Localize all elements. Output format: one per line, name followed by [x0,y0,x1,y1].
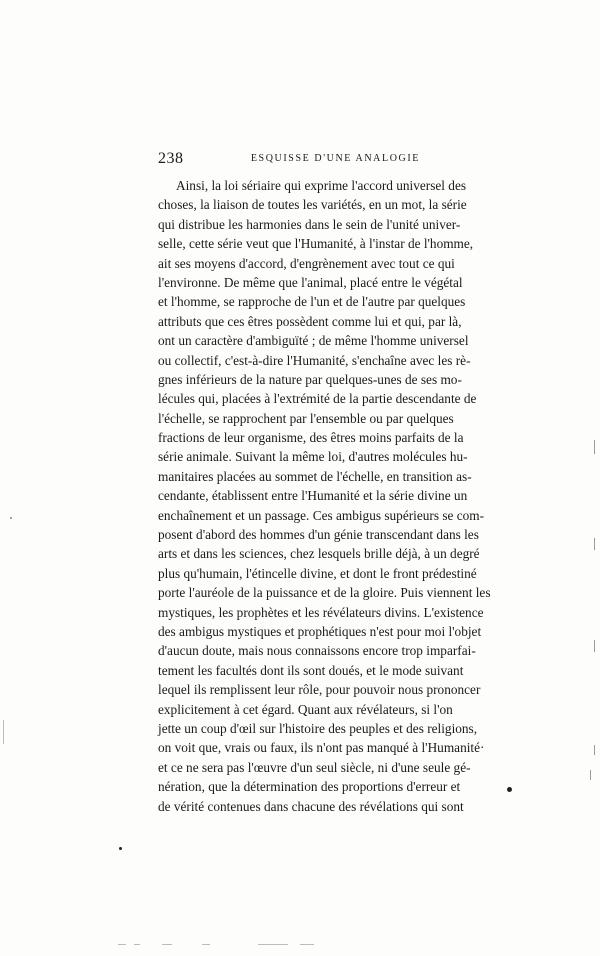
text-line: qui distribue les harmonies dans le sein de l'unité univer- [158,216,461,232]
text-line: série animale. Suivant la même loi, d'autres molécules hu- [158,449,468,465]
text-line: gnes inférieurs de la nature par quelques-unes de ses mo- [158,371,462,387]
text-line: attributs que ces êtres possèdent comme lui et qui, par là, [158,313,462,329]
page-number: 238 [158,150,184,167]
text-line: cendante, établissent entre l'Humanité et la série divine un [158,488,468,504]
text-line: porte l'auréole de la puissance et de la gloire. Puis viennent les [158,585,491,601]
margin-mark [594,538,595,550]
bottom-edge-mark [300,944,314,945]
bottom-edge-mark [202,944,210,945]
text-line: posent d'abord des hommes d'un génie transcendant dans les [158,527,479,543]
text-line: explicitement à cet égard. Quant aux révélateurs, si l'on [158,701,453,717]
text-line: jette un coup d'œil sur l'histoire des peuples et des religions, [158,720,478,736]
text-line: et ce ne sera pas l'œuvre d'un seul siècle, ni d'une seule gé- [158,759,471,775]
text-line: tement les facultés dont ils sont doués, et le mode suivant [158,662,464,678]
text-line: selle, cette série veut que l'Humanité, à l'instar de l'homme, [158,236,474,252]
bottom-edge-mark [134,944,140,945]
body-text [158,176,491,816]
text-line: des ambigus mystiques et prophétiques n'est pour moi l'objet [158,623,482,639]
text-line: nération, que la détermination des proportions d'erreur et [158,779,461,795]
running-head [158,150,420,170]
text-line: ait ses moyens d'accord, d'engrènement avec tout ce qui [158,255,455,271]
text-line: de vérité contenues dans chacune des révélations qui sont [158,798,464,814]
bottom-edge-mark [258,944,288,945]
bottom-edge-mark [118,944,126,945]
margin-mark [594,440,595,454]
ink-speck [119,847,122,850]
margin-mark [594,640,595,652]
margin-mark [3,720,4,744]
text-line: lequel ils remplissent leur rôle, pour pouvoir nous prononcer [158,682,481,698]
text-line: et l'homme, se rapproche de l'un et de l'autre par quelques [158,294,466,310]
bottom-edge-mark [162,944,172,945]
text-line: on voit que, vrais ou faux, ils n'ont pas manqué à l'Humanité· [158,740,485,756]
text-line: arts et dans les sciences, chez lesquels brille déjà, à un degré [158,546,480,562]
margin-mark [594,745,595,755]
text-line: l'échelle, se rapprochent par l'ensemble ou par quelques [158,410,454,426]
text-line: l'environne. De même que l'animal, placé entre le végétal [158,274,463,290]
text-line: d'aucun doute, mais nous connaissons encore trop imparfai- [158,643,476,659]
text-line: fractions de leur organisme, des êtres moins parfaits de la [158,430,464,446]
text-line: ou collectif, c'est-à-dire l'Humanité, s'enchaîne avec les rè- [158,352,471,368]
ink-speck [10,517,12,519]
text-line: enchaînement et un passage. Ces ambigus supérieurs se com- [158,507,485,523]
text-line: ont un caractère d'ambiguïté ; de même l'homme universel [158,333,469,349]
ink-speck [507,787,512,792]
text-line: Ainsi, la loi sériaire qui exprime l'accord universel des [176,178,467,193]
text-line: lécules qui, placées à l'extrémité de la partie descendante de [158,391,477,407]
text-line: choses, la liaison de toutes les variétés, en un mot, la série [158,197,467,213]
text-line: manitaires placées au sommet de l'échelle, en transition as- [158,468,472,484]
text-line: mystiques, les prophètes et les révélateurs divins. L'existence [158,604,484,620]
margin-mark [590,770,591,780]
running-title: ESQUISSE D'UNE ANALOGIE [250,153,420,164]
text-line: plus qu'humain, l'étincelle divine, et dont le front prédestiné [158,565,477,581]
